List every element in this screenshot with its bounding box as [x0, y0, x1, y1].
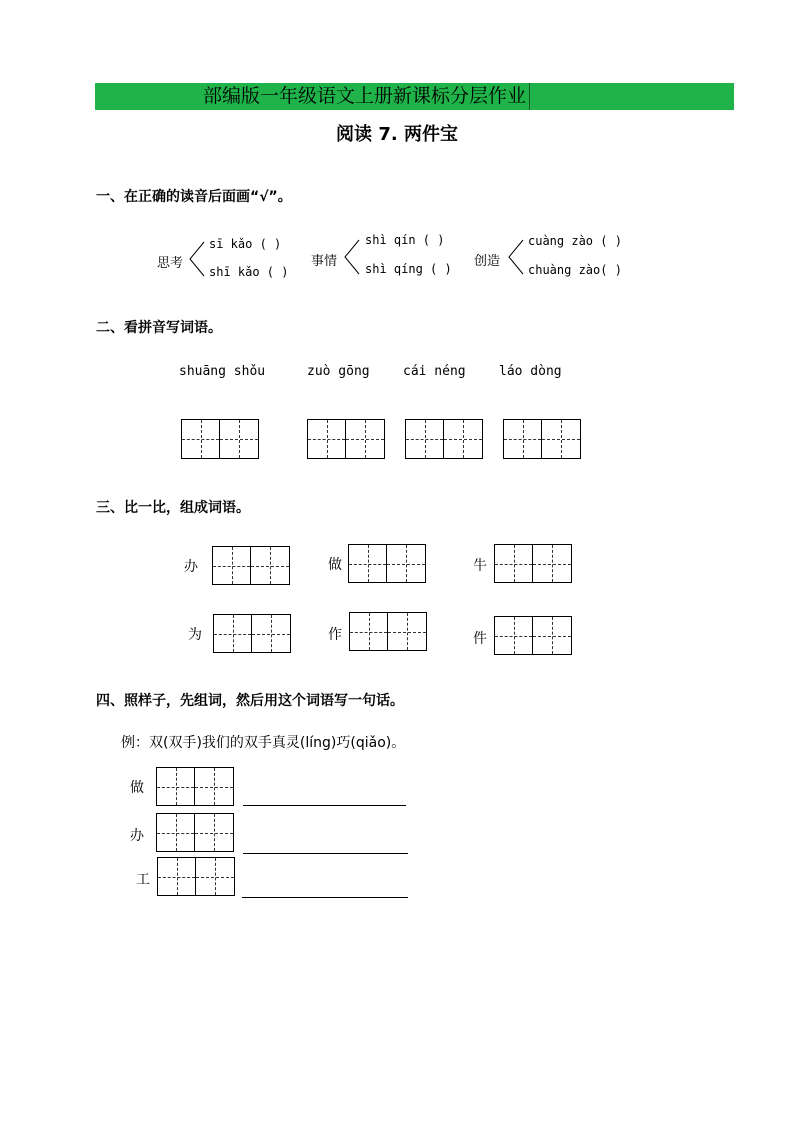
pron-option-1b[interactable]: shī kǎo ( )	[209, 265, 289, 279]
compare-char-3: 牛	[473, 558, 487, 574]
section-4-title: 四、照样子，先组词，然后用这个词语写一句话。	[96, 693, 404, 709]
compare-char-6: 件	[473, 631, 487, 647]
compare-char-5: 作	[328, 627, 342, 643]
pron-word-3: 创造	[474, 254, 501, 269]
section-3-title: 三、比一比，组成词语。	[96, 500, 250, 516]
answer-line-2[interactable]	[243, 853, 408, 854]
header-banner	[95, 83, 734, 110]
pinyin-grid-4[interactable]	[503, 419, 581, 459]
pron-option-2b[interactable]: shì qíng ( )	[365, 262, 452, 276]
compare-grid-4[interactable]	[213, 614, 291, 653]
bracket-3	[507, 238, 525, 276]
write-char-1: 做	[130, 780, 144, 796]
pinyin-3: cái néng	[403, 364, 466, 379]
bracket-2	[343, 238, 361, 276]
compare-char-2: 做	[328, 557, 342, 573]
write-grid-1[interactable]	[156, 767, 234, 806]
pron-word-2: 事情	[311, 254, 338, 269]
answer-line-3[interactable]	[242, 897, 408, 898]
pinyin-grid-2[interactable]	[307, 419, 385, 459]
bracket-1	[188, 240, 206, 278]
pron-option-3b[interactable]: chuàng zào( )	[528, 263, 622, 277]
compare-char-1: 办	[184, 559, 198, 575]
pron-option-2a[interactable]: shì qín ( )	[365, 233, 445, 247]
write-grid-3[interactable]	[157, 857, 235, 896]
pinyin-1: shuāng shǒu	[179, 364, 266, 379]
pron-word-1: 思考	[157, 256, 184, 271]
compare-grid-2[interactable]	[348, 544, 426, 583]
compare-grid-6[interactable]	[494, 616, 572, 655]
compare-char-4: 为	[188, 627, 202, 643]
example-sentence: 例：双(双手)我们的双手真灵(líng)巧(qiǎo)。	[121, 735, 406, 751]
banner-title: 部编版一年级语文上册新课标分层作业	[200, 83, 530, 110]
answer-line-1[interactable]	[243, 805, 406, 806]
pinyin-grid-1[interactable]	[181, 419, 259, 459]
pinyin-2: zuò gōng	[307, 364, 370, 379]
pron-option-3a[interactable]: cuàng zào ( )	[528, 234, 622, 248]
section-2-title: 二、看拼音写词语。	[96, 320, 222, 336]
pinyin-grid-3[interactable]	[405, 419, 483, 459]
page-title: 阅读 7. 两件宝	[336, 124, 458, 145]
compare-grid-1[interactable]	[212, 546, 290, 585]
write-char-3: 工	[136, 872, 150, 888]
compare-grid-3[interactable]	[494, 544, 572, 583]
section-1-title: 一、在正确的读音后面画“√”。	[96, 189, 292, 205]
write-grid-2[interactable]	[156, 813, 234, 852]
compare-grid-5[interactable]	[349, 612, 427, 651]
pron-option-1a[interactable]: sī kǎo ( )	[209, 237, 282, 251]
write-char-2: 办	[130, 828, 144, 844]
pinyin-4: láo dòng	[499, 364, 562, 379]
